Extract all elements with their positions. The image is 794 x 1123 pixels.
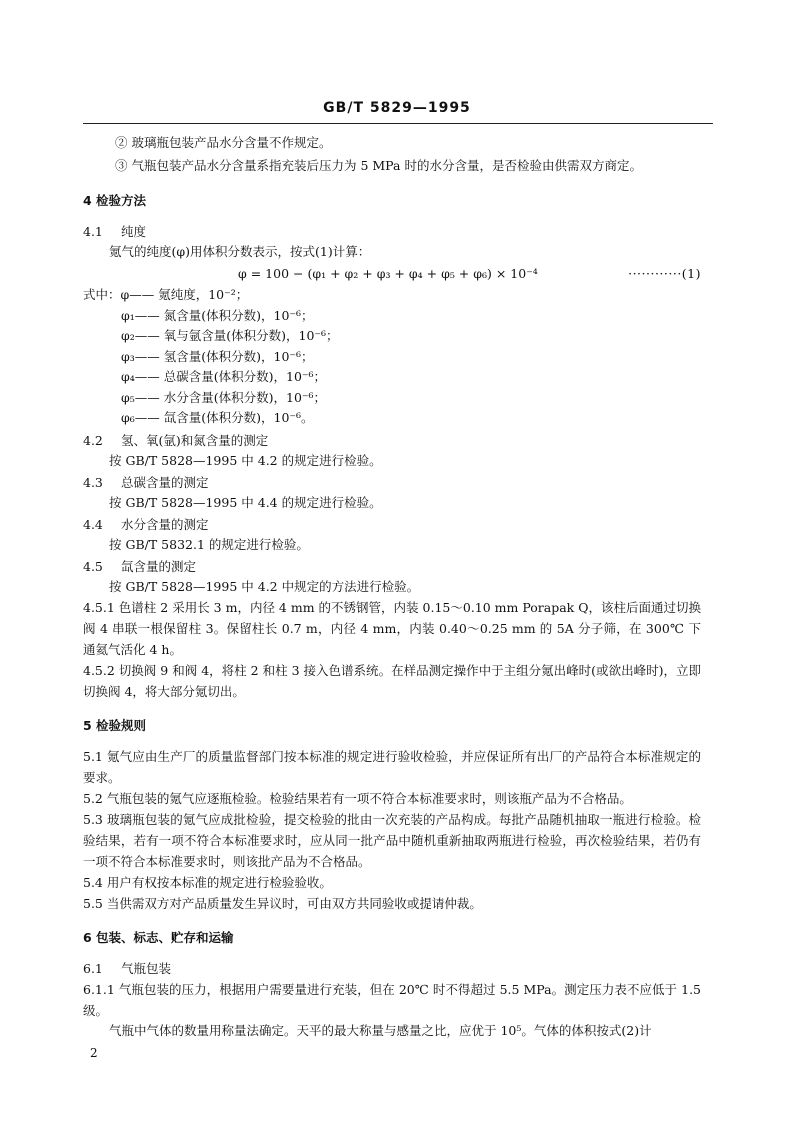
header-rule [83,123,713,124]
formula-var: φ₃—— 氢含量(体积分数)，10⁻⁶； [121,348,314,364]
document-body [83,131,701,1041]
section-5-5: 5.5 当供需双方对产品质量发生异议时，可由双方共同验收或提请仲裁。 [83,895,482,911]
section-5-heading: 5 检验规则 [83,717,147,733]
section-4-4-heading [83,514,701,535]
section-4-5-2: 4.5.2 切换阀 9 和阀 4，将柱 2 和柱 3 接入色谱系统。在样品测定操作中于主组分氪出峰时(或欲出峰时)，立即切换阀 4，将大部分氪切出。 [83,662,701,699]
section-6-1-title: 气瓶包装 [121,960,172,976]
section-4-1-title: 纯度 [121,224,147,239]
purity-intro: 氪气的纯度(φ)用体积分数表示，按式(1)计算： [109,244,371,259]
section-4-5-heading [83,556,701,577]
formula-expression: φ = 100 − (φ₁ + φ₂ + φ₃ + φ₄ + φ₅ + φ₆) × 10⁻⁴ [238,266,538,281]
section-4-3-body: 按 GB/T 5828—1995 中 4.4 的规定进行检验。 [109,494,382,510]
section-4-3-heading [83,472,701,493]
section-4-1-heading [83,221,701,242]
section-4-4-body: 按 GB/T 5832.1 的规定进行检验。 [109,536,309,552]
section-4-2-number: 4.2 [83,432,103,448]
section-4-3-number: 4.3 [83,474,103,490]
equation-number: ············(1) [628,266,701,281]
page-number: 2 [90,1046,98,1060]
section-5-3: 5.3 玻璃瓶包装的氪气应成批检验，提交检验的批由一次充装的产品构成。每批产品随机抽取一瓶进行检验。检验结果，若有一项不符合本标准要求时，应从同一批产品中随机重新抽取两瓶进行检验，再次检验结果，若仍有一项不符合本标准要求时，则该批产品为不合格品。 [83,811,701,869]
section-6-1-heading [83,958,701,979]
section-4-2-body: 按 GB/T 5828—1995 中 4.2 的规定进行检验。 [109,452,382,468]
section-4-heading: 4 检验方法 [83,193,147,208]
formula-var: φ₅—— 水分含量(体积分数)，10⁻⁶； [121,389,327,405]
formula-where: 式中：φ—— 氪纯度，10⁻²； [83,287,249,302]
formula-var: φ₁—— 氮含量(体积分数)，10⁻⁶； [121,307,314,323]
section-6-heading: 6 包装、标志、贮存和运输 [83,929,234,945]
formula-var: φ₆—— 氙含量(体积分数)，10⁻⁶。 [121,410,314,425]
note-2: ② 玻璃瓶包装产品水分含量不作规定。 [115,135,332,150]
section-4-2-title: 氢、氧(氩)和氮含量的测定 [121,432,269,448]
section-4-4-title: 水分含量的测定 [121,516,209,532]
section-4-5-1: 4.5.1 色谱柱 2 采用长 3 m，内径 4 mm 的不锈钢管，内装 0.15～0.10 mm Porapak Q，该柱后面通过切换阀 4 串联一根保留柱 3。保留柱长 0.7 m，内径 4 mm，内装 0.40～0.25 mm 的 5A 分子筛，在 300℃ 下通氦气活化 4 h。 [83,599,701,657]
note-3: ③ 气瓶包装产品水分含量系指充装后压力为 5 MPa 时的水分含量，是否检验由供需双方商定。 [115,158,642,173]
section-6-1-number: 6.1 [83,960,103,976]
formula-var: φ₂—— 氧与氩含量(体积分数)，10⁻⁶； [121,328,339,343]
formula-var: φ₄—— 总碳含量(体积分数)，10⁻⁶； [121,369,327,384]
section-6-1-1: 6.1.1 气瓶包装的压力，根据用户需要量进行充装，但在 20℃ 时不得超过 5.5 MPa。测定压力表不应低于 1.5 级。 [83,981,701,1018]
section-4-5-title: 氙含量的测定 [121,558,197,574]
page-header: GB/T 5829—1995 [323,100,471,116]
section-4-5-body: 按 GB/T 5828—1995 中 4.2 中规定的方法进行检验。 [109,578,420,594]
section-5-2: 5.2 气瓶包装的氪气应逐瓶检验。检验结果若有一项不符合本标准要求时，则该瓶产品为不合格品。 [83,790,632,806]
purity-formula [83,262,701,285]
section-4-4-number: 4.4 [83,516,103,532]
section-4-5-number: 4.5 [83,558,103,574]
section-5-4: 5.4 用户有权按本标准的规定进行检验验收。 [83,874,332,890]
section-5-1: 5.1 氪气应由生产厂的质量监督部门按本标准的规定进行验收检验，并应保证所有出厂的产品符合本标准规定的要求。 [83,748,701,785]
section-4-2-heading [83,430,701,451]
section-6-1-1-continued: 气瓶中气体的数量用称量法确定。天平的最大称量与感量之比，应优于 10⁵。气体的体积按式(2)计 [109,1022,652,1038]
section-4-1-number: 4.1 [83,224,103,239]
section-4-3-title: 总碳含量的测定 [121,474,209,490]
